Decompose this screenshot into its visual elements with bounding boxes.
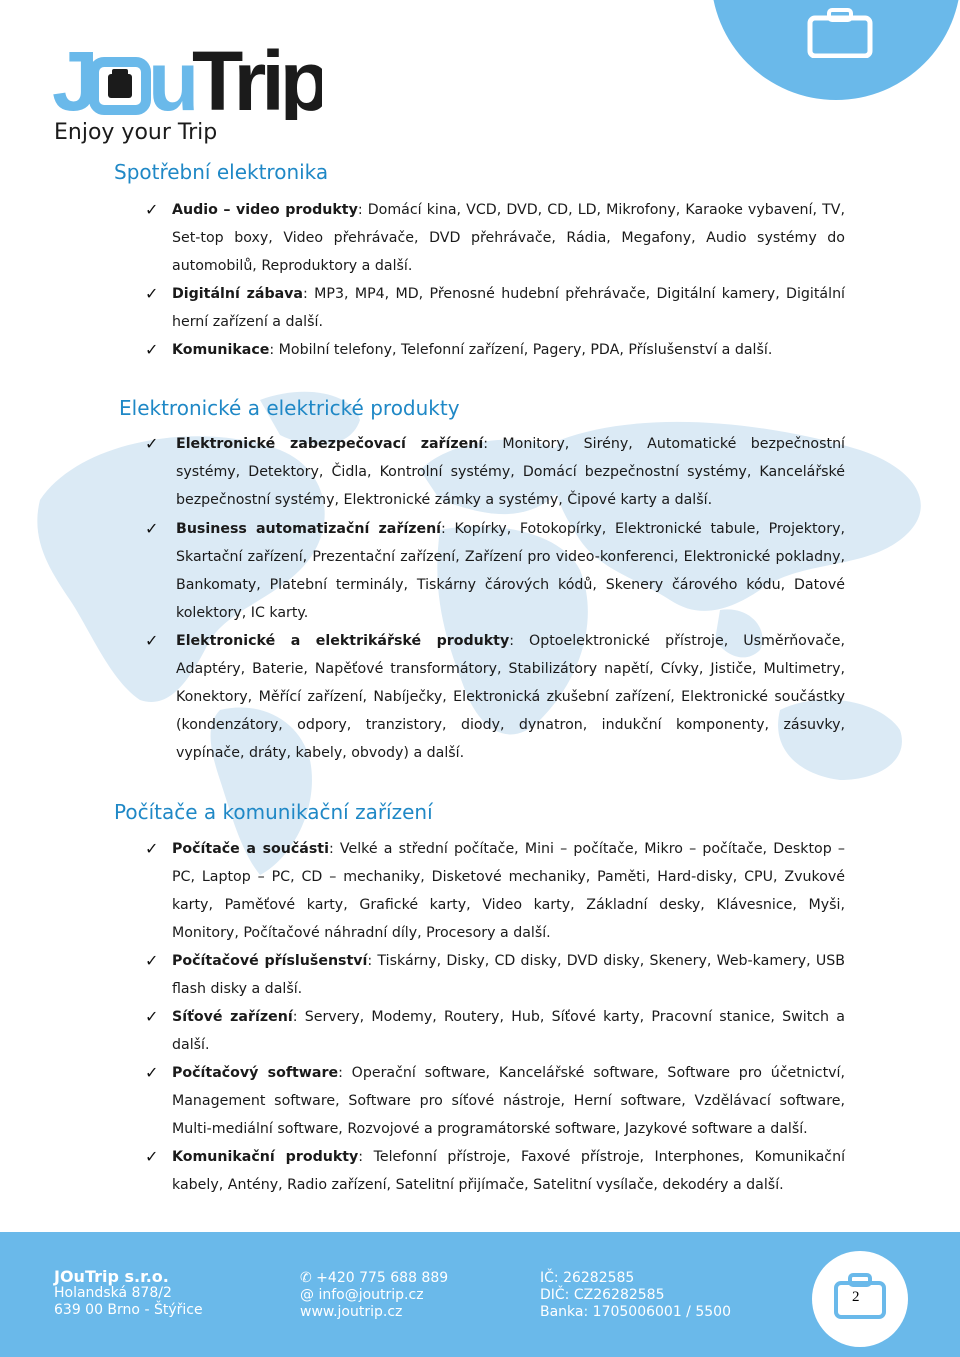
footer-contact: [300, 1270, 448, 1321]
list-item-text: [172, 1143, 845, 1199]
check-icon: ✓: [145, 284, 159, 303]
list-item-label: Komunikační produkty: [172, 1149, 359, 1165]
section-heading: Elektronické a elektrické produkty: [119, 396, 460, 420]
suitcase-icon: [94, 62, 146, 110]
list-item-label: Počítačový software: [172, 1065, 339, 1081]
check-icon: ✓: [145, 1063, 159, 1082]
list-item-description: : Mobilní telefony, Telefonní zařízení, Pagery, PDA, Příslušenství a další.: [269, 342, 773, 358]
list-item-description: : Servery, Modemy, Routery, Hub, Síťové karty, Pracovní stanice, Switch a další.: [172, 1009, 845, 1053]
list-item-label: Elektronické zabezpečovací zařízení: [176, 436, 484, 452]
list-item-description: : Tiskárny, Disky, CD disky, DVD disky, Skenery, Web-kamery, USB flash disky a další.: [172, 953, 845, 997]
footer-address: [54, 1268, 203, 1319]
list-item-description: : Operační software, Kancelářské software, Software pro účetnictví, Management software, Software pro síťové nástroje, Herní software, Vzdělávací software, Multi-mediální software, Rozvojové a programátorské software, Jazykové software a další.: [172, 1065, 845, 1137]
list-item-description: : Kopírky, Fotokopírky, Elektronické tabule, Projektory, Skartační zařízení, Prezentační zařízení, Zařízení pro video-konferenci, Elektronické pokladny, Bankomaty, Platební terminály, Tiskárny čárových kódů, Skenery čárového kódu, Datové kolektory, IC karty.: [176, 521, 845, 621]
footer-ic: IČ: 26282585: [540, 1270, 635, 1286]
list-item-text: [176, 430, 845, 514]
check-icon: ✓: [145, 951, 159, 970]
list-item-description: : Optoelektronické přístroje, Usměrňovače, Adaptéry, Baterie, Napěťové transformátory, Stabilizátory napětí, Cívky, Jističe, Multimetry, Konektory, Měřící zařízení, Nabíječky, Elektronická zkušební zařízení, Elektronické součástky (kondenzátory, odpory, tranzistory, diody, dynatron, indukční komponenty, zásuvky, vypínače, dráty, kabely, obvody) a další.: [176, 633, 845, 761]
svg-text:J: J: [52, 36, 95, 120]
list-item-label: Business automatizační zařízení: [176, 521, 442, 537]
list-item-label: Počítače a součásti: [172, 841, 329, 857]
check-icon: ✓: [145, 631, 159, 650]
suitcase-icon: [832, 1271, 888, 1321]
list-item-description: : Domácí kina, VCD, DVD, CD, LD, Mikrofony, Karaoke vybavení, TV, Set-top boxy, Video přehrávače, DVD přehrávače, Rádia, Megafony, Audio systémy do automobilů, Reproduktory a další.: [172, 202, 845, 274]
list-item-text: [172, 1059, 845, 1143]
list-item-text: [176, 515, 845, 627]
check-icon: ✓: [145, 434, 159, 453]
check-icon: ✓: [145, 1007, 159, 1026]
list-item-label: Elektronické a elektrikářské produkty: [176, 633, 510, 649]
suitcase-icon: [805, 8, 875, 58]
list-item-text: [172, 835, 845, 947]
page-number: 2: [852, 1289, 860, 1305]
page-number-badge: [812, 1251, 908, 1347]
check-icon: ✓: [145, 519, 159, 538]
list-item-description: : Monitory, Sirény, Automatické bezpečnostní systémy, Detektory, Čidla, Kontrolní systémy, Domácí bezpečnostní systémy, Kancelářské bezpečnostní systémy, Elektronické zámky a systémy, Čipové karty a další.: [176, 436, 846, 508]
list-item-text: [172, 280, 845, 336]
logo-tagline: Enjoy your Trip: [54, 120, 218, 145]
footer-street: Holandská 878/2: [54, 1285, 172, 1301]
list-item-label: Počítačové příslušenství: [172, 953, 368, 969]
list-item-text: [172, 196, 845, 280]
list-item-text: [172, 947, 845, 1003]
list-item-description: : Telefonní přístroje, Faxové přístroje, Interphones, Komunikační kabely, Antény, Radio zařízení, Satelitní přijímače, Satelitní vysílače, dekodéry a další.: [172, 1149, 846, 1193]
footer-web: www.joutrip.cz: [300, 1304, 403, 1320]
list-item-label: Síťové zařízení: [172, 1009, 293, 1025]
svg-text:Trip: Trip: [192, 36, 322, 120]
list-item-text: [172, 336, 845, 364]
footer-dic: DIČ: CZ26282585: [540, 1287, 665, 1303]
section-heading: Spotřební elektronika: [114, 160, 329, 184]
page-footer: [0, 1232, 960, 1357]
check-icon: ✓: [145, 1147, 159, 1166]
footer-phone: ✆ +420 775 688 889: [300, 1270, 449, 1286]
footer-city: 639 00 Brno - Štýřice: [54, 1302, 203, 1318]
section-heading: Počítače a komunikační zařízení: [114, 800, 433, 824]
check-icon: ✓: [145, 839, 159, 858]
list-item-text: [176, 627, 845, 767]
list-item-label: Audio – video produkty: [172, 202, 358, 218]
footer-company: JOuTrip s.r.o.: [54, 1267, 169, 1286]
logo-wordmark: [52, 36, 322, 120]
list-item-label: Digitální zábava: [172, 286, 304, 302]
footer-bank: Banka: 1705006001 / 5500: [540, 1304, 731, 1320]
list-item-label: Komunikace: [172, 342, 270, 358]
footer-email: @ info@joutrip.cz: [300, 1287, 424, 1303]
list-item-text: [172, 1003, 845, 1059]
svg-text:u: u: [148, 36, 196, 120]
footer-registration: [540, 1270, 731, 1321]
list-item-description: : Velké a střední počítače, Mini – počítače, Mikro – počítače, Desktop – PC, Laptop – PC, CD – mechaniky, Disketové mechaniky, Paměti, Hard-disky, CPU, Zvukové karty, Paměťové karty, Grafické karty, Video karty, Základní desky, Klávesnice, Myši, Monitory, Počítačové náhradní díly, Procesory a další.: [172, 841, 846, 941]
list-item-description: : MP3, MP4, MD, Přenosné hudební přehrávače, Digitální kamery, Digitální herní zařízení a další.: [172, 286, 846, 330]
company-logo: [52, 36, 322, 151]
check-icon: ✓: [145, 340, 159, 359]
check-icon: ✓: [145, 200, 159, 219]
